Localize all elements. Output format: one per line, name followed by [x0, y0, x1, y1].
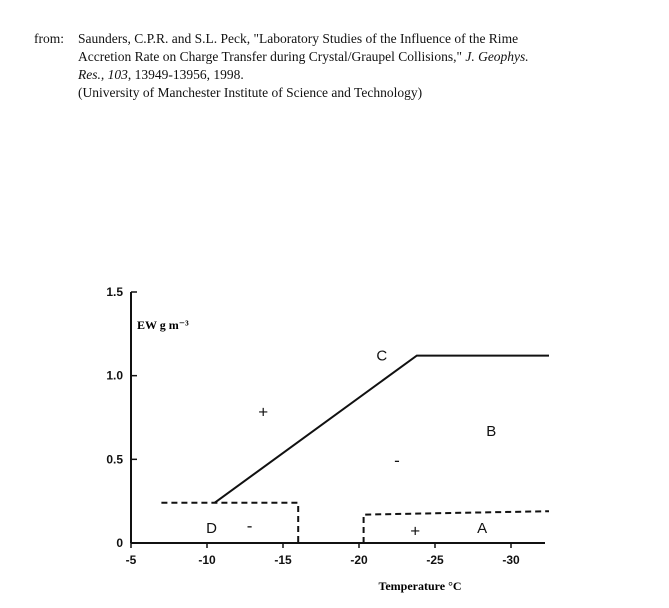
x-axis-label: Temperature °C [378, 579, 462, 593]
dashed-boundary-2 [364, 511, 549, 543]
y-tick-label: 0 [116, 536, 123, 550]
region-label: B [486, 422, 497, 440]
charge-sign-label: - [394, 451, 400, 471]
citation-journal-volume: Res., 103 [78, 67, 128, 82]
citation-authors-title: Saunders, C.P.R. and S.L. Peck, "Laboratory Studies of the Influence of the Rime [78, 31, 519, 46]
region-label: D [206, 519, 217, 537]
chart-axes [131, 292, 545, 543]
citation-lead: from: [34, 31, 64, 46]
x-tick-label: -30 [502, 553, 520, 567]
x-tick-label: -20 [350, 553, 368, 567]
x-tick-label: -25 [426, 553, 444, 567]
citation-journal: J. Geophys. [465, 49, 529, 64]
y-tick-label: 1.0 [106, 368, 123, 383]
x-tick-label: -10 [198, 553, 216, 567]
y-tick-label: 0.5 [106, 452, 123, 467]
x-tick-label: -15 [274, 553, 292, 567]
charge-sign-label: - [246, 516, 253, 536]
charge-sign-label: + [258, 402, 269, 422]
y-axis-label: EW g m⁻³ [137, 318, 189, 332]
dashed-boundary-1 [161, 503, 298, 543]
y-tick-label: 1.5 [106, 285, 123, 299]
x-tick-label: -5 [125, 553, 137, 567]
citation-affiliation: (University of Manchester Institute of Science and Technology) [78, 85, 423, 100]
region-label: C [376, 347, 388, 365]
chart-annotations [206, 348, 496, 541]
citation-pages-year: , 13949-13956, 1998. [127, 67, 244, 82]
charge-sign-label: + [410, 521, 421, 541]
chart-series [161, 356, 549, 543]
region-label: A [477, 519, 488, 537]
regime-boundary-line [215, 356, 549, 503]
citation-title-cont: Accretion Rate on Charge Transfer during Crystal/Graupel Collisions," [78, 49, 466, 64]
